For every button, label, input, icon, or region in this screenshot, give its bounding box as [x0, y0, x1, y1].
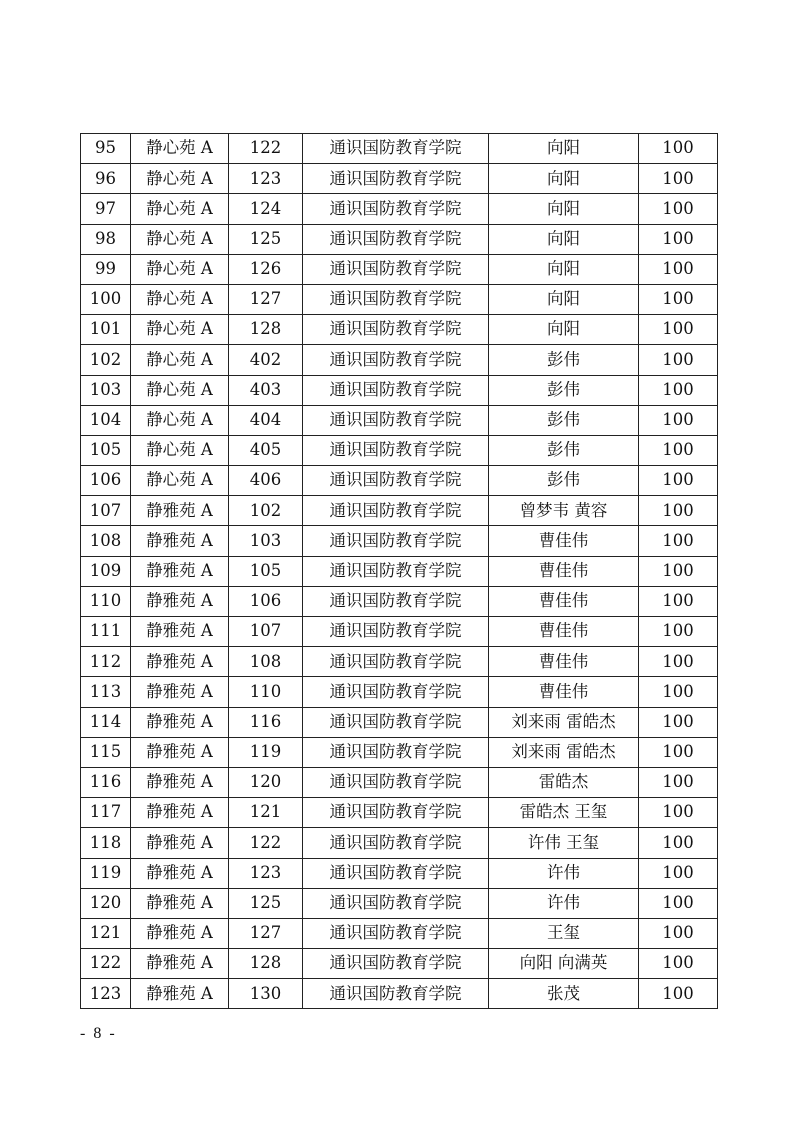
building-cell: 静心苑 A — [131, 164, 229, 194]
building-cell: 静雅苑 A — [131, 828, 229, 858]
row-index-cell: 106 — [81, 466, 131, 496]
score-cell: 100 — [639, 345, 718, 375]
college-cell: 通识国防教育学院 — [303, 466, 489, 496]
college-cell: 通识国防教育学院 — [303, 888, 489, 918]
row-index-cell: 100 — [81, 284, 131, 314]
inspector-cell: 向阳 向满英 — [489, 949, 639, 979]
score-cell: 100 — [639, 526, 718, 556]
row-index-cell: 107 — [81, 496, 131, 526]
college-cell: 通识国防教育学院 — [303, 828, 489, 858]
score-cell: 100 — [639, 858, 718, 888]
room-number-cell: 128 — [229, 949, 303, 979]
room-number-cell: 102 — [229, 496, 303, 526]
building-cell: 静雅苑 A — [131, 526, 229, 556]
inspector-cell: 许伟 — [489, 858, 639, 888]
building-cell: 静心苑 A — [131, 194, 229, 224]
inspector-cell: 许伟 王玺 — [489, 828, 639, 858]
row-index-cell: 96 — [81, 164, 131, 194]
college-cell: 通识国防教育学院 — [303, 858, 489, 888]
row-index-cell: 119 — [81, 858, 131, 888]
building-cell: 静雅苑 A — [131, 556, 229, 586]
building-cell: 静雅苑 A — [131, 858, 229, 888]
score-cell: 100 — [639, 707, 718, 737]
college-cell: 通识国防教育学院 — [303, 526, 489, 556]
inspector-cell: 向阳 — [489, 164, 639, 194]
college-cell: 通识国防教育学院 — [303, 647, 489, 677]
building-cell: 静雅苑 A — [131, 767, 229, 797]
score-cell: 100 — [639, 828, 718, 858]
inspector-cell: 许伟 — [489, 888, 639, 918]
inspector-cell: 彭伟 — [489, 405, 639, 435]
table-row — [81, 194, 718, 224]
inspector-cell: 雷皓杰 王玺 — [489, 798, 639, 828]
room-number-cell: 116 — [229, 707, 303, 737]
college-cell: 通识国防教育学院 — [303, 345, 489, 375]
building-cell: 静雅苑 A — [131, 949, 229, 979]
inspector-cell: 彭伟 — [489, 345, 639, 375]
table-row — [81, 858, 718, 888]
inspector-cell: 曹佳伟 — [489, 526, 639, 556]
row-index-cell: 98 — [81, 224, 131, 254]
room-number-cell: 108 — [229, 647, 303, 677]
table-row — [81, 134, 718, 164]
inspector-cell: 刘来雨 雷皓杰 — [489, 737, 639, 767]
building-cell: 静心苑 A — [131, 375, 229, 405]
score-cell: 100 — [639, 647, 718, 677]
inspector-cell: 彭伟 — [489, 466, 639, 496]
score-cell: 100 — [639, 798, 718, 828]
inspector-cell: 向阳 — [489, 194, 639, 224]
table-row — [81, 767, 718, 797]
table-row — [81, 284, 718, 314]
inspector-cell: 王玺 — [489, 918, 639, 948]
row-index-cell: 109 — [81, 556, 131, 586]
college-cell: 通识国防教育学院 — [303, 375, 489, 405]
college-cell: 通识国防教育学院 — [303, 254, 489, 284]
row-index-cell: 113 — [81, 677, 131, 707]
row-index-cell: 95 — [81, 134, 131, 164]
score-cell: 100 — [639, 405, 718, 435]
score-cell: 100 — [639, 435, 718, 465]
row-index-cell: 103 — [81, 375, 131, 405]
table-row — [81, 375, 718, 405]
room-number-cell: 402 — [229, 345, 303, 375]
building-cell: 静雅苑 A — [131, 647, 229, 677]
inspector-cell: 曹佳伟 — [489, 556, 639, 586]
inspector-cell: 张茂 — [489, 979, 639, 1009]
score-cell: 100 — [639, 979, 718, 1009]
college-cell: 通识国防教育学院 — [303, 918, 489, 948]
room-number-cell: 122 — [229, 828, 303, 858]
table-row — [81, 526, 718, 556]
row-index-cell: 104 — [81, 405, 131, 435]
inspector-cell: 向阳 — [489, 254, 639, 284]
college-cell: 通识国防教育学院 — [303, 284, 489, 314]
college-cell: 通识国防教育学院 — [303, 707, 489, 737]
score-cell: 100 — [639, 134, 718, 164]
college-cell: 通识国防教育学院 — [303, 435, 489, 465]
college-cell: 通识国防教育学院 — [303, 134, 489, 164]
score-cell: 100 — [639, 164, 718, 194]
table-row — [81, 979, 718, 1009]
score-cell: 100 — [639, 918, 718, 948]
score-cell: 100 — [639, 617, 718, 647]
college-cell: 通识国防教育学院 — [303, 737, 489, 767]
building-cell: 静心苑 A — [131, 345, 229, 375]
room-number-cell: 126 — [229, 254, 303, 284]
college-cell: 通识国防教育学院 — [303, 949, 489, 979]
table-row — [81, 466, 718, 496]
building-cell: 静心苑 A — [131, 315, 229, 345]
building-cell: 静心苑 A — [131, 224, 229, 254]
college-cell: 通识国防教育学院 — [303, 496, 489, 526]
room-number-cell: 103 — [229, 526, 303, 556]
building-cell: 静雅苑 A — [131, 677, 229, 707]
building-cell: 静雅苑 A — [131, 798, 229, 828]
table-row — [81, 254, 718, 284]
table-row — [81, 315, 718, 345]
inspector-cell: 雷皓杰 — [489, 767, 639, 797]
building-cell: 静雅苑 A — [131, 888, 229, 918]
table-row — [81, 617, 718, 647]
room-number-cell: 130 — [229, 979, 303, 1009]
college-cell: 通识国防教育学院 — [303, 586, 489, 616]
row-index-cell: 123 — [81, 979, 131, 1009]
score-cell: 100 — [639, 737, 718, 767]
table-body — [81, 134, 718, 1009]
room-number-cell: 106 — [229, 586, 303, 616]
row-index-cell: 120 — [81, 888, 131, 918]
score-cell: 100 — [639, 767, 718, 797]
college-cell: 通识国防教育学院 — [303, 556, 489, 586]
room-number-cell: 105 — [229, 556, 303, 586]
building-cell: 静雅苑 A — [131, 586, 229, 616]
building-cell: 静雅苑 A — [131, 979, 229, 1009]
table-row — [81, 888, 718, 918]
room-number-cell: 403 — [229, 375, 303, 405]
inspector-cell: 曾梦韦 黄容 — [489, 496, 639, 526]
inspector-cell: 向阳 — [489, 315, 639, 345]
room-number-cell: 110 — [229, 677, 303, 707]
table-row — [81, 224, 718, 254]
table-row — [81, 647, 718, 677]
room-number-cell: 404 — [229, 405, 303, 435]
row-index-cell: 97 — [81, 194, 131, 224]
building-cell: 静雅苑 A — [131, 737, 229, 767]
college-cell: 通识国防教育学院 — [303, 224, 489, 254]
inspector-cell: 彭伟 — [489, 435, 639, 465]
row-index-cell: 122 — [81, 949, 131, 979]
college-cell: 通识国防教育学院 — [303, 194, 489, 224]
building-cell: 静心苑 A — [131, 254, 229, 284]
table-row — [81, 586, 718, 616]
page-number: - 8 - — [80, 1025, 117, 1042]
room-number-cell: 121 — [229, 798, 303, 828]
row-index-cell: 121 — [81, 918, 131, 948]
row-index-cell: 105 — [81, 435, 131, 465]
score-cell: 100 — [639, 315, 718, 345]
table-row — [81, 828, 718, 858]
table-row — [81, 949, 718, 979]
dormitory-score-table — [80, 133, 718, 1009]
room-number-cell: 128 — [229, 315, 303, 345]
building-cell: 静心苑 A — [131, 134, 229, 164]
room-number-cell: 119 — [229, 737, 303, 767]
room-number-cell: 107 — [229, 617, 303, 647]
college-cell: 通识国防教育学院 — [303, 164, 489, 194]
score-cell: 100 — [639, 949, 718, 979]
inspector-cell: 彭伟 — [489, 375, 639, 405]
score-cell: 100 — [639, 888, 718, 918]
table-row — [81, 556, 718, 586]
table-row — [81, 677, 718, 707]
row-index-cell: 118 — [81, 828, 131, 858]
room-number-cell: 125 — [229, 224, 303, 254]
score-cell: 100 — [639, 194, 718, 224]
room-number-cell: 127 — [229, 284, 303, 314]
room-number-cell: 127 — [229, 918, 303, 948]
building-cell: 静雅苑 A — [131, 918, 229, 948]
building-cell: 静心苑 A — [131, 466, 229, 496]
inspector-cell: 向阳 — [489, 284, 639, 314]
inspector-cell: 向阳 — [489, 224, 639, 254]
row-index-cell: 117 — [81, 798, 131, 828]
score-cell: 100 — [639, 375, 718, 405]
room-number-cell: 124 — [229, 194, 303, 224]
table-row — [81, 496, 718, 526]
college-cell: 通识国防教育学院 — [303, 979, 489, 1009]
building-cell: 静雅苑 A — [131, 496, 229, 526]
row-index-cell: 114 — [81, 707, 131, 737]
row-index-cell: 115 — [81, 737, 131, 767]
score-cell: 100 — [639, 586, 718, 616]
inspector-cell: 曹佳伟 — [489, 586, 639, 616]
building-cell: 静雅苑 A — [131, 617, 229, 647]
college-cell: 通识国防教育学院 — [303, 617, 489, 647]
inspector-cell: 曹佳伟 — [489, 617, 639, 647]
table-row — [81, 918, 718, 948]
building-cell: 静心苑 A — [131, 284, 229, 314]
building-cell: 静心苑 A — [131, 435, 229, 465]
college-cell: 通识国防教育学院 — [303, 767, 489, 797]
table-row — [81, 164, 718, 194]
row-index-cell: 108 — [81, 526, 131, 556]
building-cell: 静心苑 A — [131, 405, 229, 435]
row-index-cell: 102 — [81, 345, 131, 375]
row-index-cell: 116 — [81, 767, 131, 797]
room-number-cell: 405 — [229, 435, 303, 465]
college-cell: 通识国防教育学院 — [303, 405, 489, 435]
room-number-cell: 123 — [229, 164, 303, 194]
college-cell: 通识国防教育学院 — [303, 677, 489, 707]
room-number-cell: 120 — [229, 767, 303, 797]
score-cell: 100 — [639, 254, 718, 284]
college-cell: 通识国防教育学院 — [303, 798, 489, 828]
table-row — [81, 435, 718, 465]
room-number-cell: 123 — [229, 858, 303, 888]
row-index-cell: 110 — [81, 586, 131, 616]
score-cell: 100 — [639, 284, 718, 314]
row-index-cell: 112 — [81, 647, 131, 677]
table-row — [81, 707, 718, 737]
inspector-cell: 刘来雨 雷皓杰 — [489, 707, 639, 737]
college-cell: 通识国防教育学院 — [303, 315, 489, 345]
room-number-cell: 122 — [229, 134, 303, 164]
building-cell: 静雅苑 A — [131, 707, 229, 737]
table-row — [81, 345, 718, 375]
room-number-cell: 406 — [229, 466, 303, 496]
score-cell: 100 — [639, 224, 718, 254]
score-cell: 100 — [639, 466, 718, 496]
table-row — [81, 737, 718, 767]
row-index-cell: 101 — [81, 315, 131, 345]
row-index-cell: 111 — [81, 617, 131, 647]
inspector-cell: 曹佳伟 — [489, 647, 639, 677]
table-row — [81, 405, 718, 435]
score-cell: 100 — [639, 556, 718, 586]
inspector-cell: 曹佳伟 — [489, 677, 639, 707]
room-number-cell: 125 — [229, 888, 303, 918]
row-index-cell: 99 — [81, 254, 131, 284]
table-row — [81, 798, 718, 828]
inspector-cell: 向阳 — [489, 134, 639, 164]
score-cell: 100 — [639, 677, 718, 707]
score-cell: 100 — [639, 496, 718, 526]
